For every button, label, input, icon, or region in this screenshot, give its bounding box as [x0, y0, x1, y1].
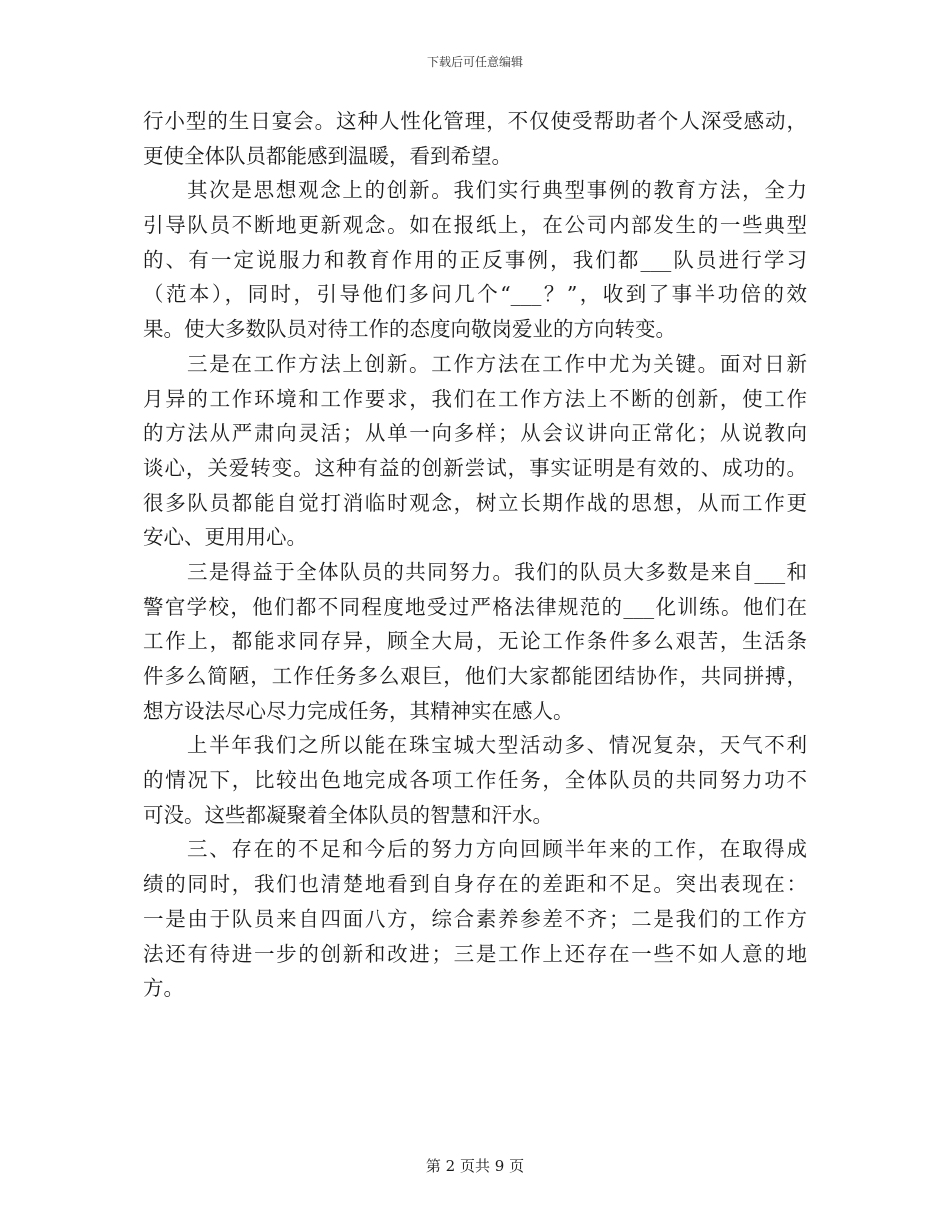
text-line: 方。: [143, 976, 184, 1001]
text-line: 安心、更用用心。: [143, 525, 307, 550]
text-line: （范本），同时，引导他们多问几个“___？”，收到了事半功倍的效: [143, 282, 807, 307]
page-header: 下载后可任意编辑: [426, 55, 523, 69]
text-line: 引导队员不断地更新观念。如在报纸上，在公司内部发生的一些典型: [143, 213, 807, 238]
text-line: 上半年我们之所以能在珠宝城大型活动多、情况复杂，天气不利: [187, 733, 807, 758]
text-line: 月异的工作环境和工作要求，我们在工作方法上不断的创新，使工作: [143, 386, 807, 411]
text-line: 工作上，都能求同存异，顾全大局，无论工作条件多么艰苦，生活条: [143, 629, 807, 654]
text-line: 绩的同时，我们也清楚地看到自身存在的差距和不足。突出表现在：: [143, 872, 807, 897]
text-line: 可没。这些都凝聚着全体队员的智慧和汗水。: [143, 802, 553, 827]
text-line: 的方法从严肃向灵活；从单一向多样；从会议讲向正常化；从说教向: [143, 421, 807, 446]
text-line: 的、有一定说服力和教育作用的正反事例，我们都___队员进行学习: [143, 247, 807, 272]
text-line: 行小型的生日宴会。这种人性化管理，不仅使受帮助者个人深受感动，: [143, 109, 807, 133]
text-line: 三是得益于全体队员的共同努力。我们的队员大多数是来自___和: [187, 559, 807, 584]
text-line: 件多么简陋，工作任务多么艰巨，他们大家都能团结协作，共同拼搏，: [143, 664, 807, 688]
document-body: [143, 104, 807, 1006]
text-line: 想方设法尽心尽力完成任务，其精神实在感人。: [143, 698, 574, 723]
text-line: 法还有待进一步的创新和改进；三是工作上还存在一些不如人意的地: [143, 941, 807, 966]
text-line: 三是在工作方法上创新。工作方法在工作中尤为关键。面对日新: [187, 351, 807, 376]
page-footer: 第 2 页共 9 页: [425, 1157, 525, 1175]
text-line: 一是由于队员来自四面八方，综合素养参差不齐；二是我们的工作方: [143, 906, 807, 931]
text-line: 三、存在的不足和今后的努力方向回顾半年来的工作，在取得成: [187, 837, 807, 862]
text-line: 的情况下，比较出色地完成各项工作任务，全体队员的共同努力功不: [143, 768, 807, 793]
text-line: 警官学校，他们都不同程度地受过严格法律规范的___化训练。他们在: [143, 594, 807, 619]
text-line: 谈心，关爱转变。这种有益的创新尝试，事实证明是有效的、成功的。: [143, 455, 807, 480]
text-line: 其次是思想观念上的创新。我们实行典型事例的教育方法，全力: [187, 178, 807, 203]
text-line: 更使全体队员都能感到温暖，看到希望。: [143, 143, 512, 168]
text-line: 很多队员都能自觉打消临时观念，树立长期作战的思想，从而工作更: [143, 490, 807, 515]
text-line: 果。使大多数队员对待工作的态度向敬岗爱业的方向转变。: [143, 317, 676, 342]
